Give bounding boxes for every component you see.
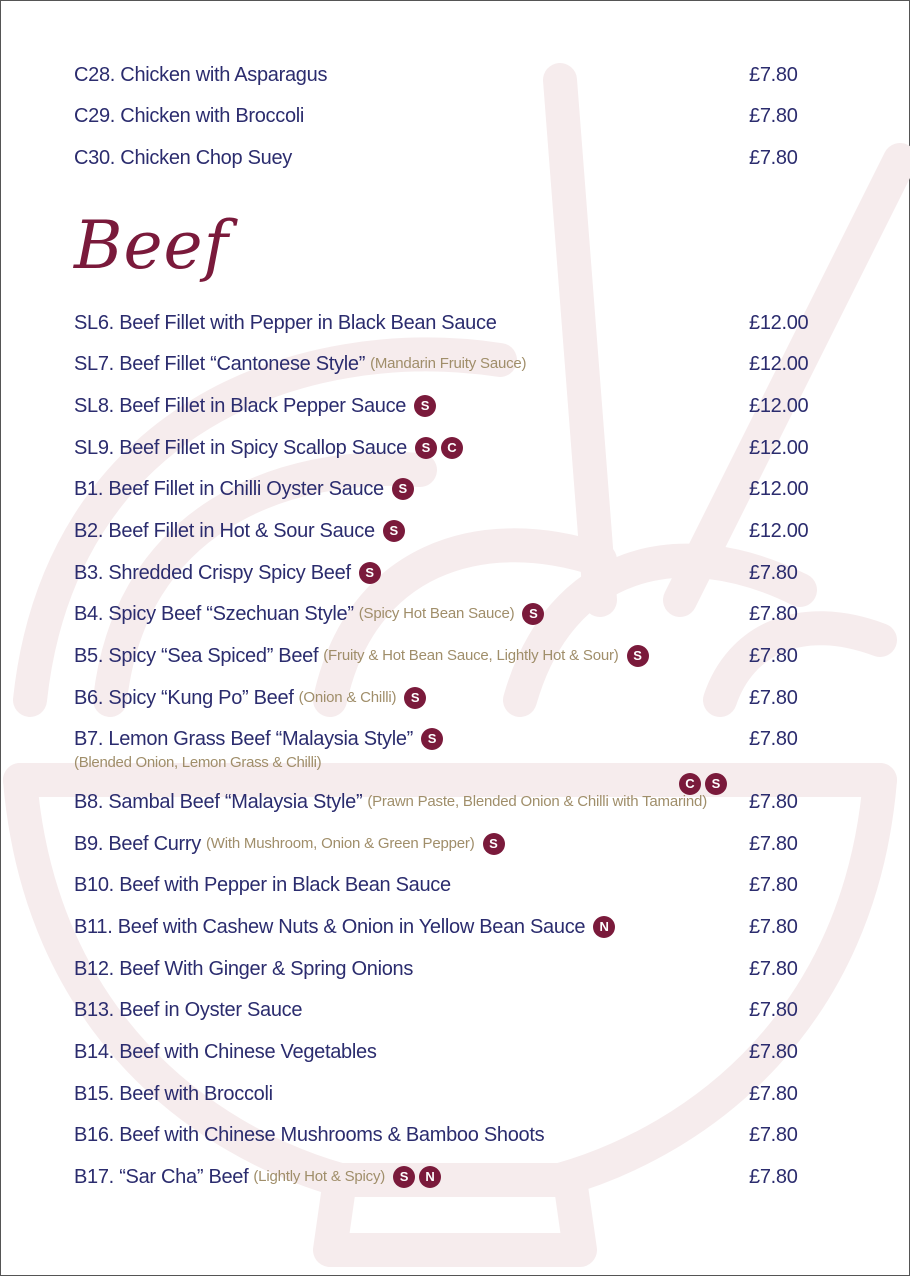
menu-item-row: [74, 558, 814, 588]
spicy-badge-icon: S: [705, 773, 727, 795]
menu-item-price: £7.80: [749, 791, 798, 813]
menu-item-row: [74, 433, 814, 463]
menu-item-row: [74, 1120, 814, 1150]
menu-item-name: B8. Sambal Beef “Malaysia Style”: [74, 791, 363, 813]
menu-item-name: B17. “Sar Cha” Beef: [74, 1166, 249, 1188]
menu-item-price: £12.00: [749, 520, 809, 542]
menu-item-name-group: [74, 912, 615, 942]
spicy-badge-icon: S: [404, 687, 426, 709]
menu-item-name-group: [74, 683, 426, 713]
menu-item-description: (Mandarin Fruity Sauce): [370, 355, 527, 372]
dietary-badges: [404, 687, 426, 709]
spicy-badge-icon: S: [522, 603, 544, 625]
menu-item-name-group: [74, 308, 497, 338]
menu-item-name: B15. Beef with Broccoli: [74, 1083, 273, 1105]
menu-item-row: [74, 143, 814, 173]
menu-item-name-group: [74, 1079, 273, 1109]
menu-item-name: B6. Spicy “Kung Po” Beef: [74, 687, 294, 709]
nuts-badge-icon: N: [419, 1166, 441, 1188]
menu-item-name: B10. Beef with Pepper in Black Bean Sauce: [74, 874, 451, 896]
menu-item-name-group: [74, 787, 707, 817]
menu-item-row: [74, 101, 814, 131]
dietary-badges: [483, 833, 505, 855]
menu-item-price: £7.80: [749, 562, 798, 584]
menu-item-name: B7. Lemon Grass Beef “Malaysia Style”: [74, 728, 414, 750]
menu-item-name-group: [74, 60, 327, 90]
spicy-badge-icon: S: [627, 645, 649, 667]
menu-item-price: £7.80: [749, 999, 798, 1021]
menu-item-price: £7.80: [749, 916, 798, 938]
menu-item-name: B4. Spicy Beef “Szechuan Style”: [74, 603, 354, 625]
menu-item-price: £7.80: [749, 874, 798, 896]
menu-item-price: £12.00: [749, 353, 809, 375]
menu-item-name: SL7. Beef Fillet “Cantonese Style”: [74, 353, 366, 375]
menu-item-name: C29. Chicken with Broccoli: [74, 105, 305, 127]
section-heading-beef: Beef: [74, 207, 230, 284]
menu-item-name-group: [74, 516, 405, 546]
menu-item-price: £7.80: [749, 1041, 798, 1063]
menu-item-name: C30. Chicken Chop Suey: [74, 147, 292, 169]
menu-item-name: B9. Beef Curry: [74, 833, 201, 855]
menu-item-name: SL9. Beef Fillet in Spicy Scallop Sauce: [74, 437, 407, 459]
menu-item-price: £7.80: [749, 645, 798, 667]
spicy-badge-icon: S: [415, 437, 437, 459]
spicy-badge-icon: S: [483, 833, 505, 855]
spicy-badge-icon: S: [359, 562, 381, 584]
menu-item-row: [74, 391, 814, 421]
menu-item-description: (Onion & Chilli): [298, 689, 397, 706]
spicy-badge-icon: S: [414, 395, 436, 417]
menu-item-price: £7.80: [749, 105, 798, 127]
dietary-badges: [393, 1166, 441, 1188]
menu-item-name-group: [74, 1120, 544, 1150]
menu-item-price: £12.00: [749, 395, 809, 417]
menu-item-price: £12.00: [749, 437, 809, 459]
menu-item-row: [74, 516, 814, 546]
contains-badge-icon: C: [441, 437, 463, 459]
dietary-badges: [392, 478, 414, 500]
menu-item-name: SL8. Beef Fillet in Black Pepper Sauce: [74, 395, 407, 417]
menu-item-name-group: [74, 349, 526, 379]
menu-item-price: £7.80: [749, 1166, 798, 1188]
menu-item-name: B2. Beef Fillet in Hot & Sour Sauce: [74, 520, 375, 542]
menu-item-name: B13. Beef in Oyster Sauce: [74, 999, 303, 1021]
menu-item-name: B12. Beef With Ginger & Spring Onions: [74, 958, 414, 980]
menu-item-row: [74, 641, 814, 671]
dietary-badges: [593, 916, 615, 938]
menu-item-row: [74, 1162, 814, 1192]
dietary-badges: [522, 603, 544, 625]
menu-item-row: [74, 60, 814, 90]
menu-item-name-group: [74, 1037, 377, 1067]
menu-item-name: B11. Beef with Cashew Nuts & Onion in Yellow Bean Sauce: [74, 916, 586, 938]
menu-item-name-group: [74, 1162, 441, 1192]
menu-item-name-group: [74, 954, 413, 984]
menu-item-price: £7.80: [749, 833, 798, 855]
dietary-badges: [421, 728, 443, 750]
menu-item-name: B14. Beef with Chinese Vegetables: [74, 1041, 377, 1063]
menu-item-price: £7.80: [749, 147, 798, 169]
spicy-badge-icon: S: [393, 1166, 415, 1188]
menu-item-name-group: [74, 391, 436, 421]
dietary-badges: [627, 645, 649, 667]
menu-item-name: B1. Beef Fillet in Chilli Oyster Sauce: [74, 478, 384, 500]
menu-item-description: (Spicy Hot Bean Sauce): [358, 605, 515, 622]
menu-item-row: [74, 474, 814, 504]
menu-item-name-group: [74, 870, 451, 900]
nuts-badge-icon: N: [593, 916, 615, 938]
dietary-badges: [415, 437, 463, 459]
menu-item-description: (Prawn Paste, Blended Onion & Chilli with Tamarind): [367, 793, 707, 810]
menu-item-row: [74, 683, 814, 713]
dietary-badges: [383, 520, 405, 542]
menu-item-price: £7.80: [749, 728, 798, 750]
contains-badge-icon: C: [679, 773, 701, 795]
menu-item-row: [74, 912, 814, 942]
menu-item-price: £7.80: [749, 1083, 798, 1105]
menu-item-row: [74, 954, 814, 984]
menu-item-price: £7.80: [749, 687, 798, 709]
menu-item-name: C28. Chicken with Asparagus: [74, 64, 328, 86]
menu-item-name: B16. Beef with Chinese Mushrooms & Bamboo Shoots: [74, 1124, 545, 1146]
menu-item-name-group: [74, 829, 505, 859]
menu-item-row: [74, 724, 814, 771]
menu-item-name-group: [74, 433, 463, 463]
menu-item-price: £7.80: [749, 64, 798, 86]
menu-item-price: £7.80: [749, 958, 798, 980]
menu-item-description: (Fruity & Hot Bean Sauce, Lightly Hot & Sour): [323, 647, 619, 664]
menu-item-name: B5. Spicy “Sea Spiced” Beef: [74, 645, 319, 667]
menu-item-description: (Lightly Hot & Spicy): [253, 1168, 386, 1185]
menu-item-row: [74, 599, 814, 629]
menu-item-name-group: [74, 599, 544, 629]
menu-item-row: [74, 995, 814, 1025]
menu-item-name: SL6. Beef Fillet with Pepper in Black Bean Sauce: [74, 312, 497, 334]
spicy-badge-icon: S: [421, 728, 443, 750]
menu-item-price: £7.80: [749, 603, 798, 625]
menu-item-price: £12.00: [749, 312, 809, 334]
menu-item-description: (With Mushroom, Onion & Green Pepper): [205, 835, 475, 852]
menu-item-row: [74, 1037, 814, 1067]
menu-item-row: [74, 870, 814, 900]
menu-item-price: £7.80: [749, 1124, 798, 1146]
menu-item-row: [74, 349, 814, 379]
menu-item-row: [74, 308, 814, 338]
menu-item-description: (Blended Onion, Lemon Grass & Chilli): [74, 754, 322, 771]
spicy-badge-icon: S: [392, 478, 414, 500]
spicy-badge-icon: S: [383, 520, 405, 542]
menu-item-name-group: [74, 143, 292, 173]
menu-item-name-group: [74, 101, 304, 131]
menu-item-name-group: [74, 474, 414, 504]
menu-item-name-group: [74, 995, 302, 1025]
dietary-badges: [414, 395, 436, 417]
menu-item-name-group: [74, 641, 649, 671]
dietary-badges: [359, 562, 381, 584]
menu-item-price: £12.00: [749, 478, 809, 500]
menu-item-name: B3. Shredded Crispy Spicy Beef: [74, 562, 351, 584]
menu-item-row: [74, 829, 814, 859]
menu-item-name-group: [74, 558, 381, 588]
menu-item-row: [74, 776, 814, 817]
menu-item-row: [74, 1079, 814, 1109]
